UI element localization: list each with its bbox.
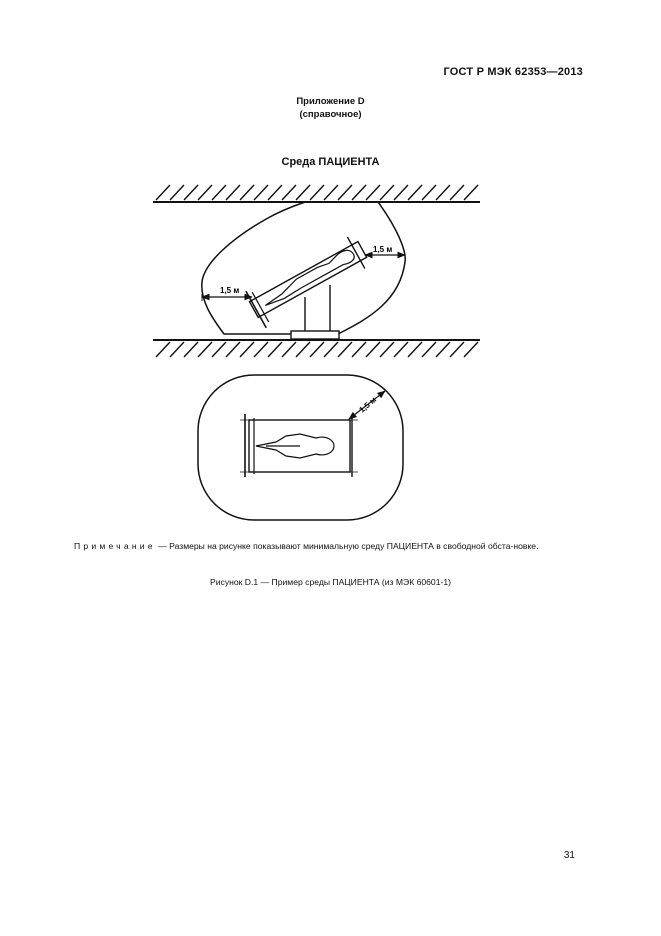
hatch-line (436, 342, 450, 357)
hatch-line (296, 342, 310, 357)
hatch-line (170, 185, 184, 200)
patient-figure-top (256, 434, 334, 458)
figure-note (74, 539, 586, 554)
hatch-line (380, 185, 394, 200)
hatch-line (282, 185, 296, 200)
hatch-line (226, 342, 240, 357)
dimension-right (365, 245, 405, 255)
hatch-line (156, 185, 170, 200)
dimension-label-right: 1,5 м (373, 245, 393, 254)
hatch-line (198, 342, 212, 357)
hatch-line (184, 342, 198, 357)
hatch-line (310, 185, 324, 200)
hatch-line (394, 342, 408, 357)
hatch-line (324, 342, 338, 357)
page-number: 31 (563, 850, 575, 861)
hatch-line (394, 185, 408, 200)
dimension-label-diagonal: 1,5 м (357, 395, 379, 415)
document-header: ГОСТ Р МЭК 62353—2013 (443, 66, 583, 78)
figure-caption: Рисунок D.1 — Пример среды ПАЦИЕНТА (из МЭК 60601-1) (210, 577, 451, 587)
hatch-line (324, 185, 338, 200)
floor-hatch (153, 340, 480, 357)
dimension-left (202, 286, 252, 301)
hatch-line (226, 185, 240, 200)
hatch-line (408, 185, 422, 200)
hatch-line (408, 342, 422, 357)
hatch-line (254, 185, 268, 200)
dimension-diagonal (349, 391, 385, 419)
hatch-line (366, 185, 380, 200)
hatch-line (240, 342, 254, 357)
hatch-line (268, 185, 282, 200)
appendix-title: Приложение D (296, 96, 365, 107)
hatch-line (422, 342, 436, 357)
hatch-line (240, 185, 254, 200)
hatch-line (464, 185, 478, 200)
hatch-line (366, 342, 380, 357)
tilted-patient-bed (244, 232, 373, 329)
note-label: Примечание (74, 541, 156, 551)
figure-heading: Среда ПАЦИЕНТА (281, 156, 380, 168)
ceiling-hatch (153, 185, 480, 202)
hatch-line (296, 185, 310, 200)
hatch-line (450, 342, 464, 357)
hatch-line (338, 185, 352, 200)
hatch-line (352, 185, 366, 200)
dimension-label-left: 1,5 м (220, 286, 240, 295)
hatch-line (422, 185, 436, 200)
hatch-line (156, 342, 170, 357)
hatch-line (212, 342, 226, 357)
hatch-line (352, 342, 366, 357)
patient-environment-boundary-side (202, 202, 405, 334)
hatch-line (380, 342, 394, 357)
hatch-line (464, 342, 478, 357)
hatch-line (198, 185, 212, 200)
hatch-line (184, 185, 198, 200)
hatch-line (282, 342, 296, 357)
hatch-line (436, 185, 450, 200)
appendix-subtitle: (справочное) (299, 109, 362, 120)
note-text: — Размеры на рисунке показывают минимальную среду ПАЦИЕНТА в свободной обста-новке. (155, 541, 539, 551)
hatch-line (254, 342, 268, 357)
hatch-line (212, 185, 226, 200)
hatch-line (450, 185, 464, 200)
hatch-line (170, 342, 184, 357)
hatch-line (338, 342, 352, 357)
hatch-line (268, 342, 282, 357)
hatch-line (310, 342, 324, 357)
